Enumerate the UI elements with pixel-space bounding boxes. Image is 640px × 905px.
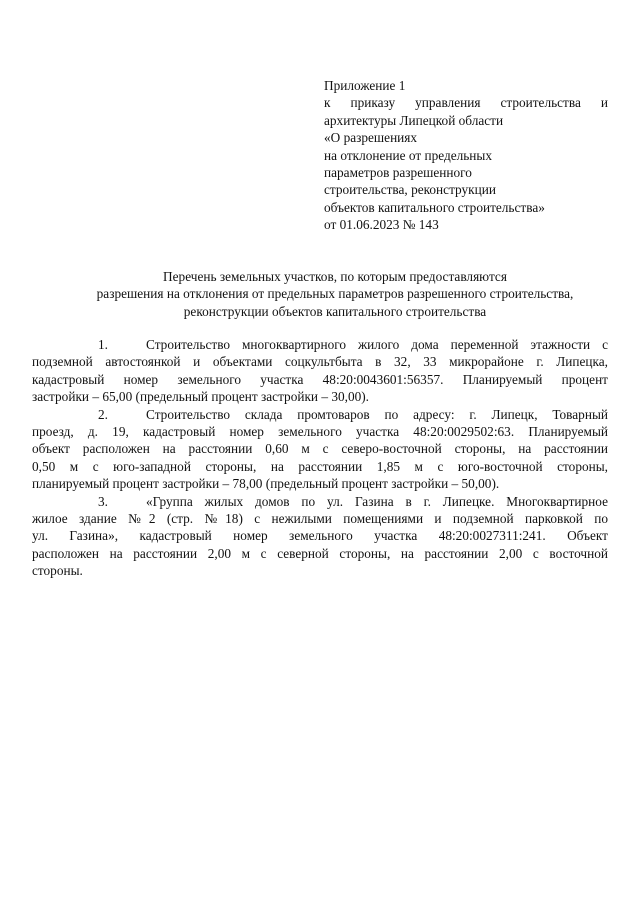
item-text-line: «Группа жилых домов по ул. Газина в г. Липецке. Многоквартирное bbox=[146, 493, 608, 509]
appendix-line: от 01.06.2023 № 143 bbox=[324, 217, 439, 233]
appendix-header bbox=[324, 77, 608, 234]
item-text-line: стороны. bbox=[32, 563, 83, 579]
appendix-line: Приложение 1 bbox=[324, 78, 406, 93]
title-line: реконструкции объектов капитального строительства bbox=[183, 303, 487, 319]
list-item bbox=[32, 493, 608, 580]
item-text-line: Строительство многоквартирного жилого дома переменной этажности с bbox=[146, 337, 608, 352]
item-text-line: подземной автостоянкой и объектами соцкультбыта в 32, 33 микрорайоне г. Липецка, bbox=[32, 354, 608, 370]
title-line: Перечень земельных участков, по которым предоставляются bbox=[163, 269, 507, 284]
item-number: 2. bbox=[98, 406, 108, 422]
list-item bbox=[32, 336, 608, 406]
appendix-line: строительства, реконструкции bbox=[324, 182, 496, 198]
item-text-line: застройки – 65,00 (предельный процент застройки – 30,00). bbox=[32, 389, 369, 405]
item-text-line: жилое здание №2 (стр. №18) с нежилыми помещениями и подземной парковкой по bbox=[32, 511, 608, 527]
item-text-line: кадастровый номер земельного участка 48:20:0043601:56357. Планируемый процент bbox=[32, 371, 608, 387]
appendix-line: параметров разрешенного bbox=[324, 165, 472, 181]
item-text-line: объект расположен на расстоянии 0,60 м с северо-восточной стороны, на расстоянии bbox=[32, 441, 608, 457]
item-number: 1. bbox=[98, 337, 108, 352]
document-title bbox=[40, 268, 630, 320]
item-text-line: Строительство склада промтоваров по адресу: г. Липецк, Товарный bbox=[146, 406, 608, 422]
item-text-line: проезд, д. 19, кадастровый номер земельного участка 48:20:0029502:63. Планируемый bbox=[32, 424, 608, 440]
list-item bbox=[32, 406, 608, 493]
appendix-line: объектов капитального строительства» bbox=[324, 199, 545, 215]
appendix-line: архитектуры Липецкой области bbox=[324, 112, 504, 128]
appendix-line: на отклонение от предельных bbox=[324, 147, 493, 163]
title-line: разрешения на отклонения от предельных параметров разрешенного строительства, bbox=[96, 286, 574, 302]
land-plot-list bbox=[32, 336, 608, 580]
item-text-line: планируемый процент застройки – 78,00 (предельный процент застройки – 50,00). bbox=[32, 476, 500, 492]
item-text-line: ул. Газина», кадастровый номер земельного участка 48:20:0027311:241. Объект bbox=[32, 528, 608, 544]
appendix-line: «О разрешениях bbox=[324, 130, 418, 146]
item-text-line: 0,50 м с юго-западной стороны, на расстоянии 1,85 м с юго-восточной стороны, bbox=[32, 458, 608, 474]
item-number: 3. bbox=[98, 493, 108, 509]
item-text-line: расположен на расстоянии 2,00 м с северной стороны, на расстоянии 2,00 с восточной bbox=[32, 545, 608, 561]
appendix-line: к приказу управления строительства и bbox=[324, 95, 608, 111]
